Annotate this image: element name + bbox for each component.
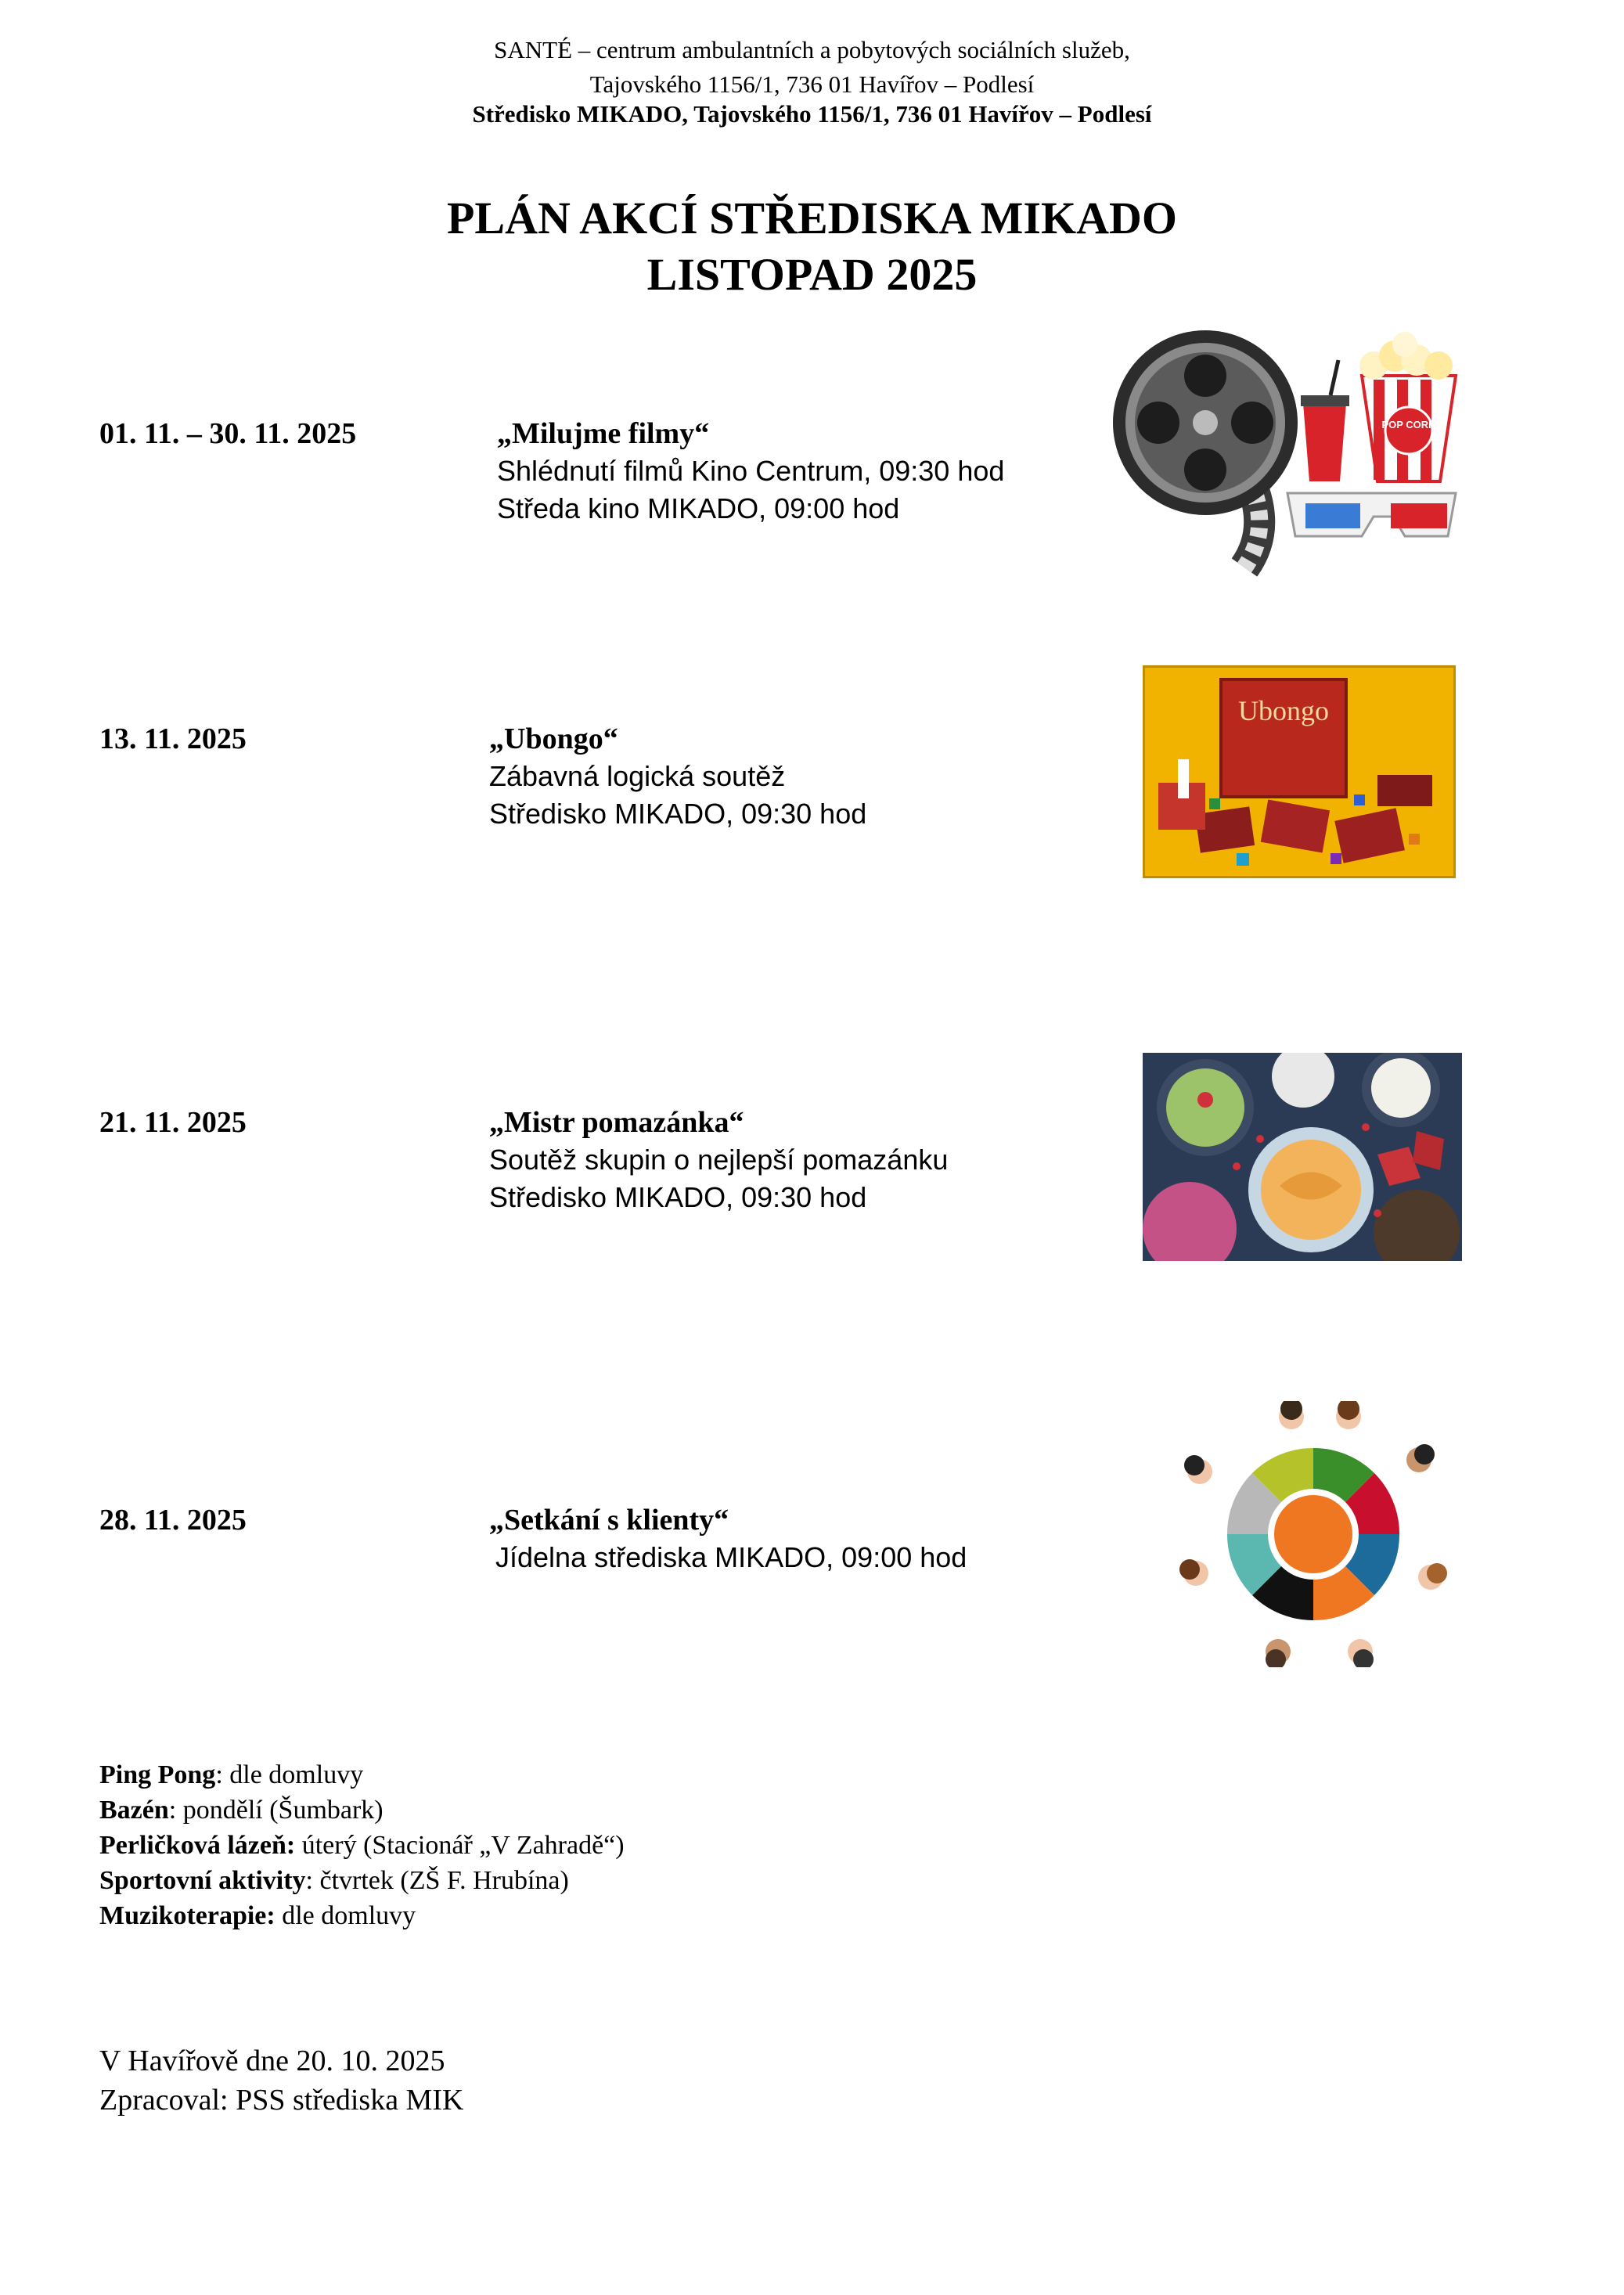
film-reel-popcorn-icon bbox=[1104, 317, 1479, 583]
event-line: Shlédnutí filmů Kino Centrum, 09:30 hod bbox=[497, 455, 1005, 487]
ubongo-box-text: Ubongo bbox=[1238, 695, 1329, 726]
event-line: Středisko MIKADO, 09:30 hod bbox=[489, 1181, 867, 1213]
spreads-photo bbox=[1143, 1053, 1462, 1261]
event-date: 21. 11. 2025 bbox=[99, 1106, 247, 1139]
event-details bbox=[489, 1104, 948, 1216]
header-line-1: SANTÉ – centrum ambulantních a pobytových sociálních služeb, bbox=[494, 36, 1130, 63]
activity-text: : pondělí (Šumbark) bbox=[168, 1796, 383, 1825]
event-line: Středa kino MIKADO, 09:00 hod bbox=[497, 492, 900, 524]
event-details bbox=[489, 1501, 967, 1576]
footer-date: V Havířově dne 20. 10. 2025 bbox=[99, 2045, 445, 2077]
footer-author: Zpracoval: PSS střediska MIK bbox=[99, 2084, 464, 2117]
event-name: „Milujme filmy“ bbox=[497, 417, 710, 450]
activity-label: Muzikoterapie: bbox=[99, 1901, 275, 1930]
event-line: Jídelna střediska MIKADO, 09:00 hod bbox=[495, 1541, 967, 1573]
activity-item bbox=[99, 1792, 625, 1828]
activity-text: : dle domluvy bbox=[215, 1760, 364, 1789]
activity-label: Perličková lázeň: bbox=[99, 1831, 296, 1860]
event-details bbox=[489, 720, 866, 833]
event-line: Středisko MIKADO, 09:30 hod bbox=[489, 798, 867, 830]
page-title: PLÁN AKCÍ STŘEDISKA MIKADO bbox=[447, 193, 1177, 243]
activities-list bbox=[99, 1757, 625, 1933]
event-line: Soutěž skupin o nejlepší pomazánku bbox=[489, 1144, 949, 1176]
activity-text: úterý (Stacionář „V Zahradě“) bbox=[295, 1831, 625, 1860]
activity-text: : čtvrtek (ZŠ F. Hrubína) bbox=[305, 1866, 569, 1895]
activity-text: dle domluvy bbox=[275, 1901, 416, 1930]
header-line-3: Středisko MIKADO, Tajovského 1156/1, 736 01 Havířov – Podlesí bbox=[472, 100, 1152, 128]
activity-item bbox=[99, 1863, 625, 1898]
ubongo-game-image bbox=[1143, 665, 1456, 878]
event-details bbox=[497, 415, 1004, 528]
event-date: 01. 11. – 30. 11. 2025 bbox=[99, 417, 357, 450]
people-around-table-icon bbox=[1172, 1401, 1454, 1667]
page-subtitle: LISTOPAD 2025 bbox=[646, 249, 978, 300]
activity-item bbox=[99, 1898, 625, 1933]
event-date: 13. 11. 2025 bbox=[99, 722, 247, 755]
activity-label: Bazén bbox=[99, 1796, 169, 1825]
header-line-2: Tajovského 1156/1, 736 01 Havířov – Podlesí bbox=[589, 70, 1035, 98]
event-name: „Mistr pomazánka“ bbox=[489, 1106, 744, 1139]
footer bbox=[99, 2041, 463, 2120]
event-line: Zábavná logická soutěž bbox=[489, 760, 786, 792]
activity-label: Sportovní aktivity bbox=[99, 1866, 306, 1895]
activity-item bbox=[99, 1828, 625, 1863]
event-name: „Setkání s klienty“ bbox=[489, 1504, 729, 1537]
activity-item bbox=[99, 1757, 625, 1792]
activity-label: Ping Pong bbox=[99, 1760, 216, 1789]
popcorn-label: POP CORN bbox=[1381, 419, 1436, 431]
event-name: „Ubongo“ bbox=[489, 722, 618, 755]
event-date: 28. 11. 2025 bbox=[99, 1504, 247, 1537]
